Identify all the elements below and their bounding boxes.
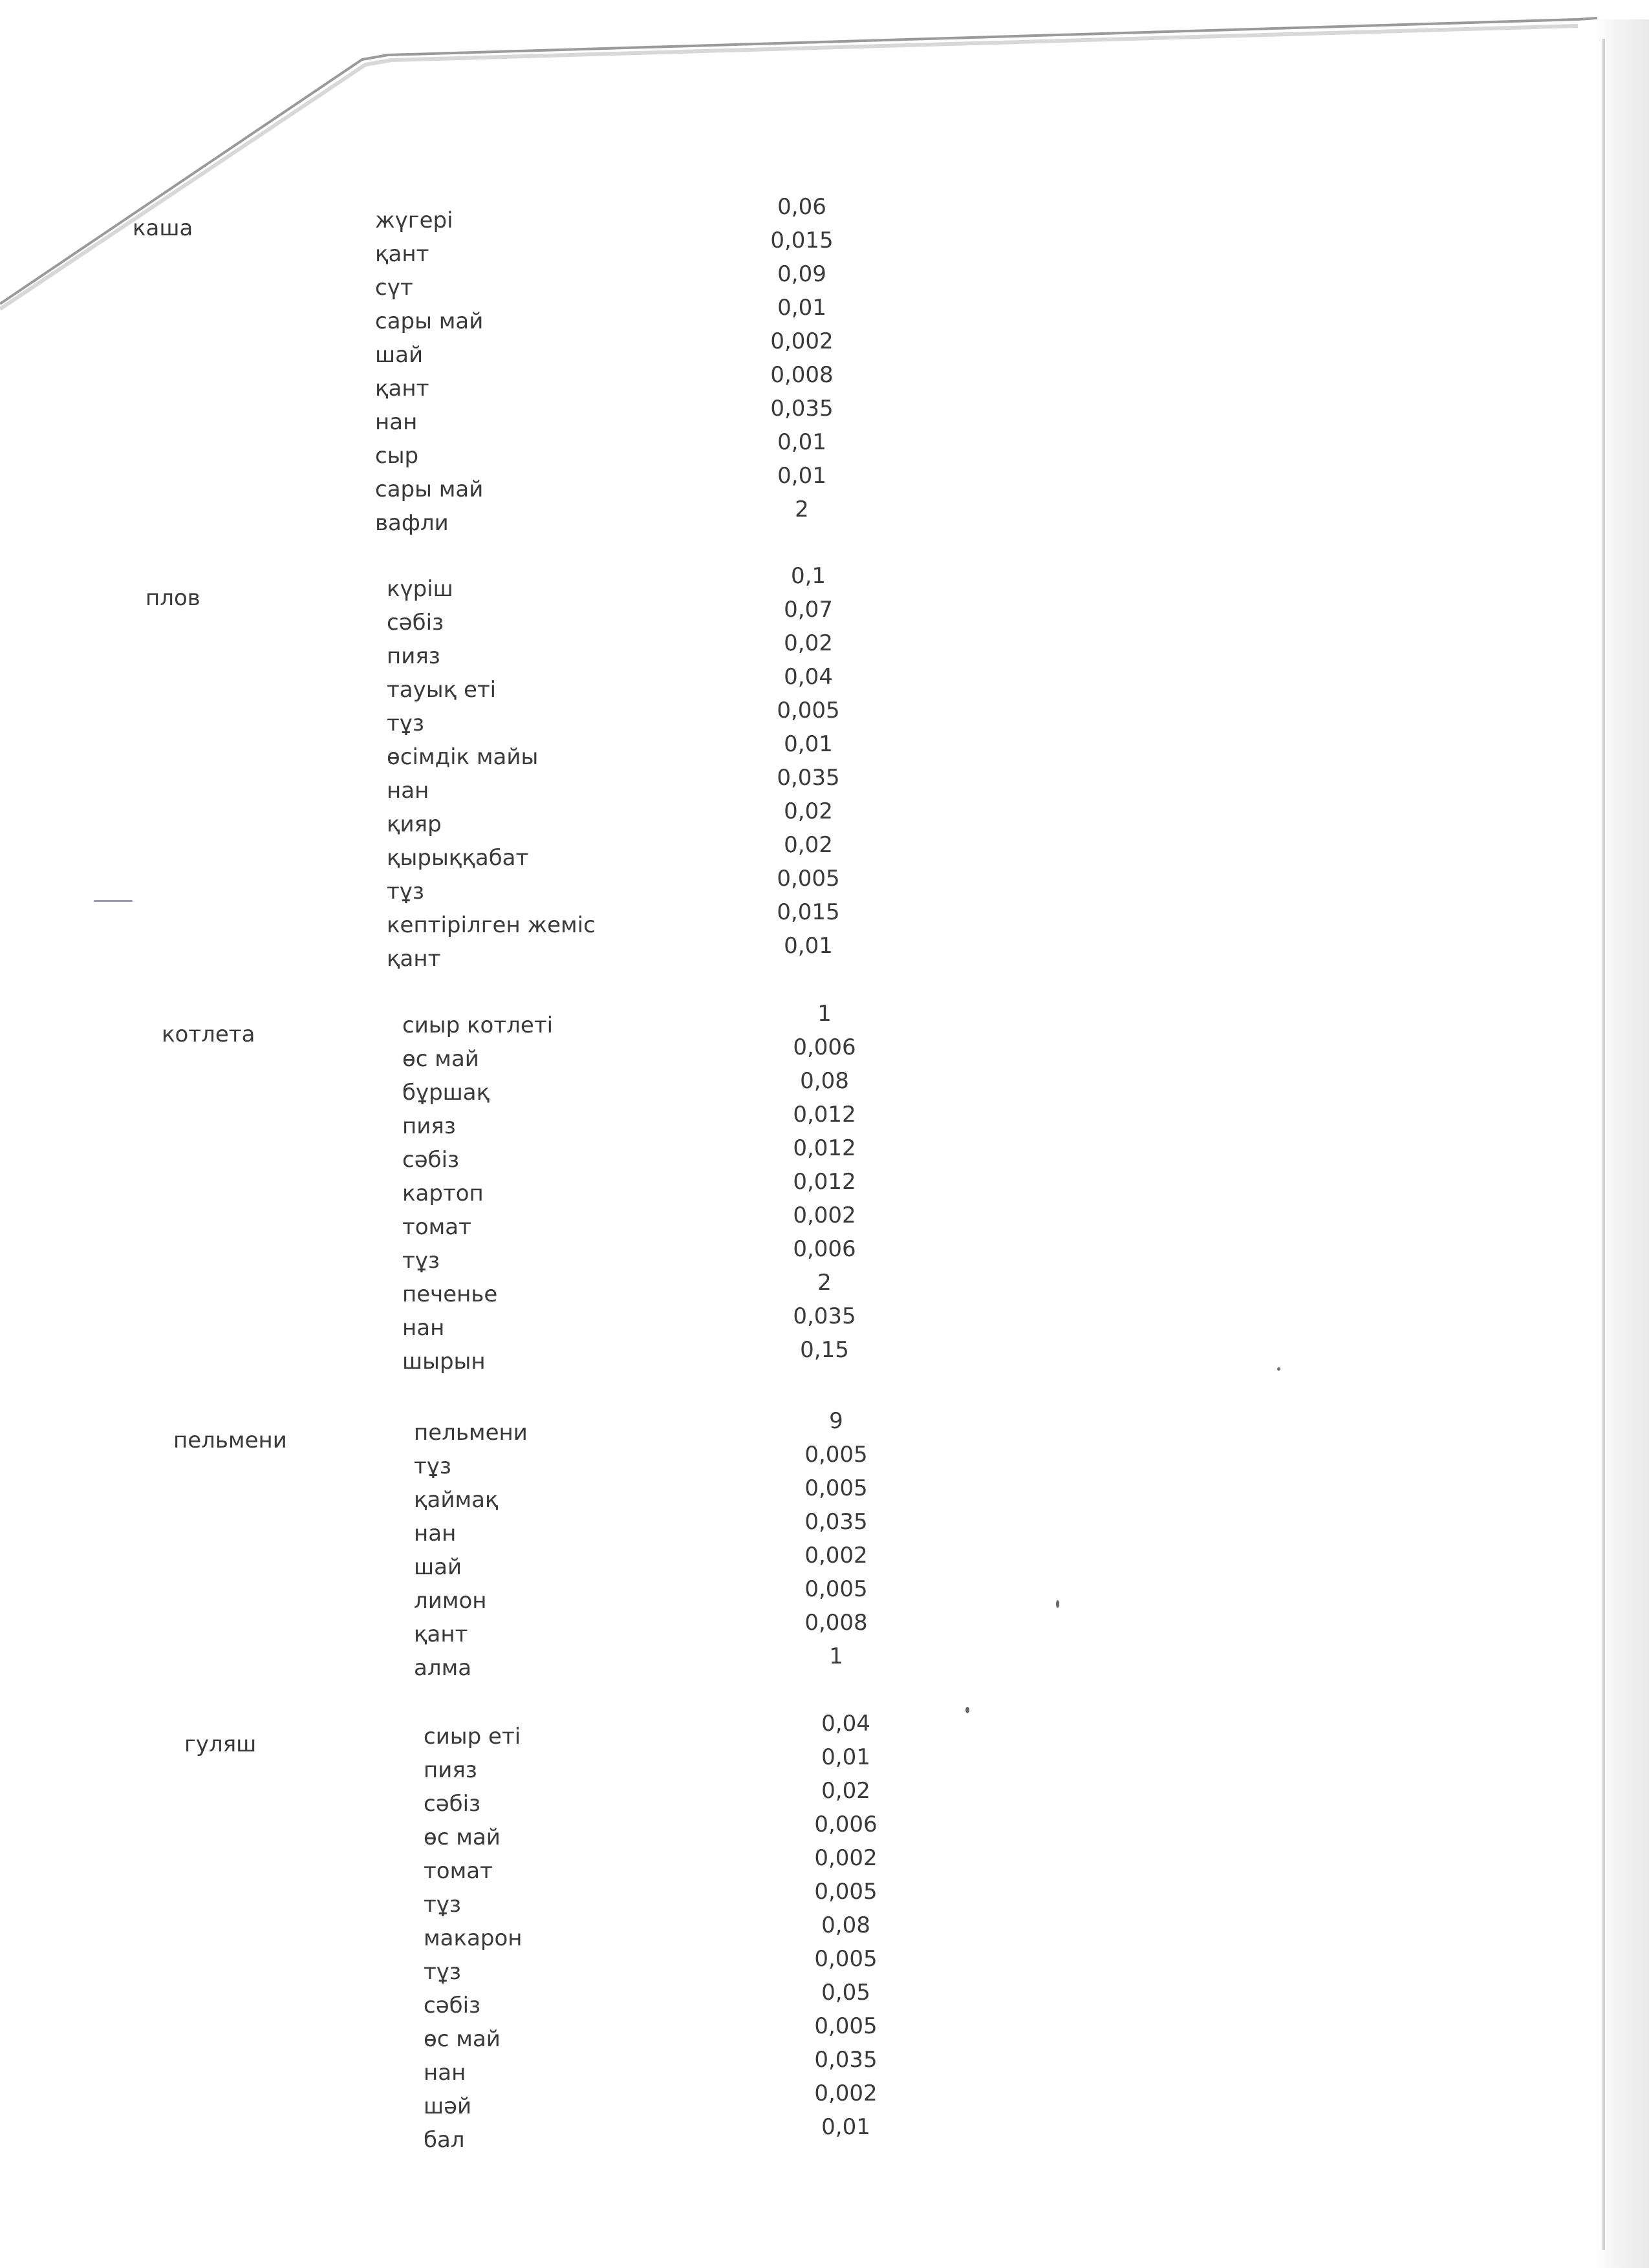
ingredient-amount: 0,04 — [784, 664, 833, 690]
ingredient-amount: 1 — [829, 1643, 843, 1669]
ingredient-amount: 0,002 — [814, 1845, 878, 1871]
ingredient-amount: 0,002 — [793, 1203, 856, 1228]
ingredient-amount: 0,02 — [784, 798, 833, 824]
ingredient-amount: 1 — [817, 1001, 832, 1027]
ingredient-name: вафли — [375, 510, 449, 536]
ingredient-amount: 0,05 — [821, 1980, 870, 2006]
ingredient-name: макарон — [424, 1925, 523, 1951]
ingredient-name: қант — [414, 1621, 468, 1647]
ingredient-name: лимон — [414, 1588, 487, 1614]
dish-title: каша — [133, 215, 193, 241]
ingredient-amount: 0,035 — [793, 1303, 856, 1329]
ingredient-name: сары май — [375, 476, 484, 502]
ingredient-name: сәбіз — [424, 1791, 481, 1817]
ingredient-name: нан — [424, 2060, 466, 2086]
ingredient-amount: 0,015 — [777, 899, 840, 925]
ingredient-list — [414, 1416, 528, 1685]
ingredient-amount: 0,005 — [814, 2013, 878, 2039]
ingredient-amount: 0,008 — [804, 1610, 868, 1636]
amount-list — [794, 1707, 898, 2144]
ingredient-amount: 0,01 — [821, 2114, 870, 2140]
ingredient-name: сыр — [375, 443, 419, 469]
ingredient-name: өс май — [424, 2026, 501, 2052]
ingredient-name: тауық еті — [387, 677, 497, 703]
ingredient-name: тұз — [402, 1248, 440, 1274]
ingredient-list — [387, 572, 596, 976]
amount-list — [773, 997, 876, 1367]
ingredient-name: тұз — [387, 879, 425, 904]
ingredient-name: қант — [387, 946, 441, 972]
ingredient-name: томат — [424, 1858, 493, 1884]
ingredient-name: қант — [375, 241, 429, 267]
ingredient-amount: 0,005 — [804, 1576, 868, 1602]
ingredient-list — [402, 1009, 553, 1378]
ingredient-list — [375, 204, 483, 540]
amount-list — [784, 1404, 888, 1673]
ingredient-name: сәбіз — [387, 610, 444, 636]
ingredient-amount: 0,01 — [821, 1744, 870, 1770]
ingredient-name: өс май — [402, 1046, 479, 1072]
ingredient-amount: 0,005 — [777, 698, 840, 723]
amount-list — [757, 559, 860, 963]
ingredient-amount: 2 — [817, 1270, 832, 1296]
ingredient-name: бал — [424, 2127, 465, 2153]
ingredient-amount: 0,005 — [814, 1946, 878, 1972]
dish-title: плов — [146, 585, 200, 611]
scan-speck — [1277, 1367, 1280, 1371]
ingredient-name: сиыр еті — [424, 1724, 521, 1749]
ingredient-amount: 0,09 — [777, 261, 826, 287]
ingredient-amount: 0,02 — [784, 832, 833, 858]
scan-speck — [94, 900, 133, 902]
ingredient-amount: 9 — [829, 1408, 843, 1434]
ingredient-amount: 0,1 — [790, 563, 826, 589]
ingredient-name: шай — [375, 342, 424, 368]
ingredient-amount: 0,002 — [814, 2081, 878, 2106]
dish-title: котлета — [162, 1022, 255, 1047]
ingredient-name: кептірілген жеміс — [387, 912, 596, 938]
ingredient-amount: 0,02 — [784, 630, 833, 656]
ingredient-amount: 0,002 — [770, 328, 834, 354]
ingredient-name: тұз — [387, 711, 425, 736]
ingredient-amount: 0,005 — [804, 1442, 868, 1468]
ingredient-name: нан — [402, 1315, 445, 1341]
ingredient-name: қант — [375, 376, 429, 401]
ingredient-name: нан — [375, 409, 418, 435]
ingredient-amount: 0,04 — [821, 1711, 870, 1737]
ingredient-amount: 0,08 — [821, 1912, 870, 1938]
ingredient-name: пияз — [424, 1757, 477, 1783]
ingredient-name: тұз — [424, 1892, 462, 1918]
ingredient-name: сиыр котлеті — [402, 1012, 554, 1038]
ingredient-name: сәбіз — [424, 1993, 481, 2018]
ingredient-amount: 0,01 — [777, 295, 826, 321]
ingredient-amount: 0,005 — [777, 866, 840, 892]
ingredient-name: шай — [414, 1554, 462, 1580]
page-right-edge — [1602, 39, 1605, 2250]
ingredient-amount: 0,015 — [770, 228, 834, 253]
ingredient-name: шәй — [424, 2093, 472, 2119]
ingredient-name: сәбіз — [402, 1147, 460, 1173]
ingredient-name: өсімдік майы — [387, 744, 539, 770]
ingredient-name: шырын — [402, 1349, 486, 1375]
ingredient-amount: 0,012 — [793, 1135, 856, 1161]
ingredient-amount: 0,002 — [804, 1543, 868, 1568]
ingredient-amount: 0,035 — [814, 2047, 878, 2073]
ingredient-amount: 0,06 — [777, 194, 826, 220]
ingredient-name: нан — [414, 1521, 457, 1546]
ingredient-amount: 0,035 — [777, 765, 840, 791]
ingredient-amount: 0,005 — [814, 1879, 878, 1905]
ingredient-amount: 0,006 — [793, 1034, 856, 1060]
dish-title: гуляш — [184, 1731, 257, 1757]
ingredient-list — [424, 1720, 522, 2157]
scan-speck — [965, 1707, 969, 1713]
ingredient-amount: 0,01 — [777, 463, 826, 489]
ingredient-amount: 2 — [795, 497, 809, 522]
ingredient-amount: 0,012 — [793, 1102, 856, 1128]
ingredient-amount: 0,15 — [800, 1337, 849, 1363]
ingredient-name: картоп — [402, 1181, 484, 1206]
ingredient-name: пельмени — [414, 1420, 528, 1446]
ingredient-name: алма — [414, 1655, 472, 1681]
ingredient-amount: 0,006 — [814, 1812, 878, 1837]
scan-speck — [1056, 1600, 1059, 1608]
ingredient-amount: 0,01 — [784, 933, 833, 959]
ingredient-amount: 0,035 — [770, 396, 834, 422]
ingredient-name: жүгері — [375, 208, 453, 233]
dish-title: пельмени — [173, 1428, 287, 1453]
ingredient-name: қырыққабат — [387, 845, 529, 871]
ingredient-name: печенье — [402, 1281, 498, 1307]
ingredient-name: бұршақ — [402, 1080, 490, 1106]
ingredient-name: өс май — [424, 1824, 501, 1850]
ingredient-amount: 0,005 — [804, 1475, 868, 1501]
ingredient-name: қияр — [387, 811, 442, 837]
ingredient-amount: 0,01 — [784, 731, 833, 757]
ingredient-name: пияз — [402, 1113, 456, 1139]
ingredient-name: пияз — [387, 643, 440, 669]
ingredient-name: нан — [387, 778, 429, 804]
ingredient-name: сары май — [375, 308, 484, 334]
ingredient-name: қаймақ — [414, 1487, 499, 1513]
ingredient-amount: 0,012 — [793, 1169, 856, 1195]
ingredient-name: күріш — [387, 576, 453, 602]
ingredient-name: сүт — [375, 275, 413, 301]
ingredient-amount: 0,008 — [770, 362, 834, 388]
ingredient-name: тұз — [414, 1453, 452, 1479]
ingredient-name: томат — [402, 1214, 471, 1240]
ingredient-amount: 0,01 — [777, 429, 826, 455]
ingredient-amount: 0,07 — [784, 597, 833, 623]
ingredient-amount: 0,08 — [800, 1068, 849, 1094]
amount-list — [750, 190, 854, 526]
ingredient-amount: 0,02 — [821, 1778, 870, 1804]
ingredient-name: тұз — [424, 1959, 462, 1985]
ingredient-amount: 0,035 — [804, 1509, 868, 1535]
ingredient-amount: 0,006 — [793, 1236, 856, 1262]
